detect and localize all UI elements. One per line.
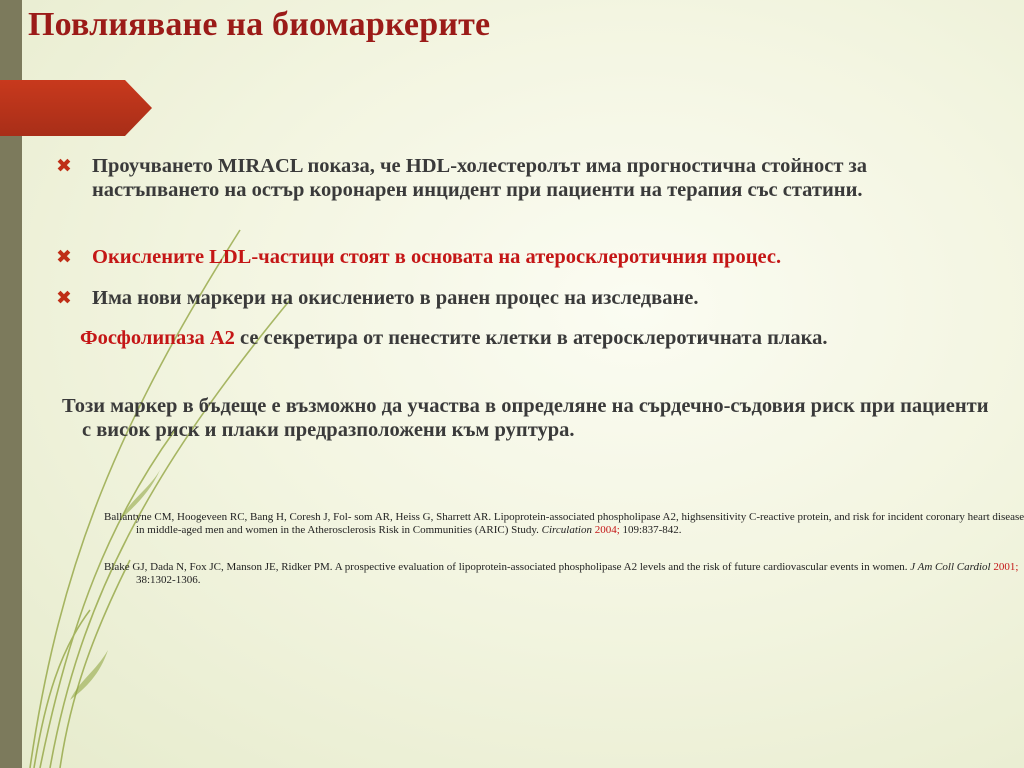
cross-icon: ✖ [56,246,72,268]
cross-icon: ✖ [56,155,72,177]
phospholipase-highlight: Фосфолипаза А2 [80,327,235,349]
reference-pages: 109:837-842. [619,524,682,536]
list-item [56,154,996,202]
marker-paragraph [62,394,1002,442]
reference-text: Ballantyne CM, Hoogeveen RC, Bang H, Coresh J, Fol- som AR, Heiss G, Sharrett AR. Lipoprotein-associated phospholipase A2, highsensitivity C-reactive protein, and risk for incident coronary heart disease in middle-aged men and women in the Atherosclerosis Risk in Communities (ARIC) Study. [104,511,1024,536]
phospholipase-paragraph [80,326,1000,350]
list-item [56,286,996,310]
bullet-text: Окислените LDL-частици стоят в основата на атеросклеротичния процес. [92,246,782,268]
phospholipase-text: се секретира от пенестите клетки в атеросклеротичната плака. [234,327,828,349]
reference-journal: J Am Coll Cardiol [910,561,991,573]
reference-pages: 38:1302-1306. [136,574,201,586]
reference-text: Blake GJ, Dada N, Fox JC, Manson JE, Ridker PM. A prospective evaluation of lipoprotein-associated phospholipase A2 levels and the risk of future cardiovascular events in women. [104,561,911,573]
bullet-text: Има нови маркери на окислението в ранен процес на изследване. [92,287,699,309]
list-item [56,245,996,269]
reference-year: 2001; [990,561,1019,573]
marker-text: Този маркер в бъдеще е възможно да участва в определяне на сърдечно-съдовия риск при пациенти с висок риск и плаки предразположени към руптура. [62,395,989,441]
reference-item [104,561,1024,587]
reference-item [104,511,1024,537]
reference-year: 2004; [591,524,620,536]
page-title: Повлияване на биомаркерите [28,6,491,43]
title-accent-arrow [0,80,152,136]
bullet-text: Проучването MIRACL показа, че HDL-холестеролът има прогностична стойност за настъпването на остър коронарен инцидент при пациенти на терапия със статини. [92,155,867,201]
reference-journal: Circulation [541,524,592,536]
cross-icon: ✖ [56,287,72,309]
